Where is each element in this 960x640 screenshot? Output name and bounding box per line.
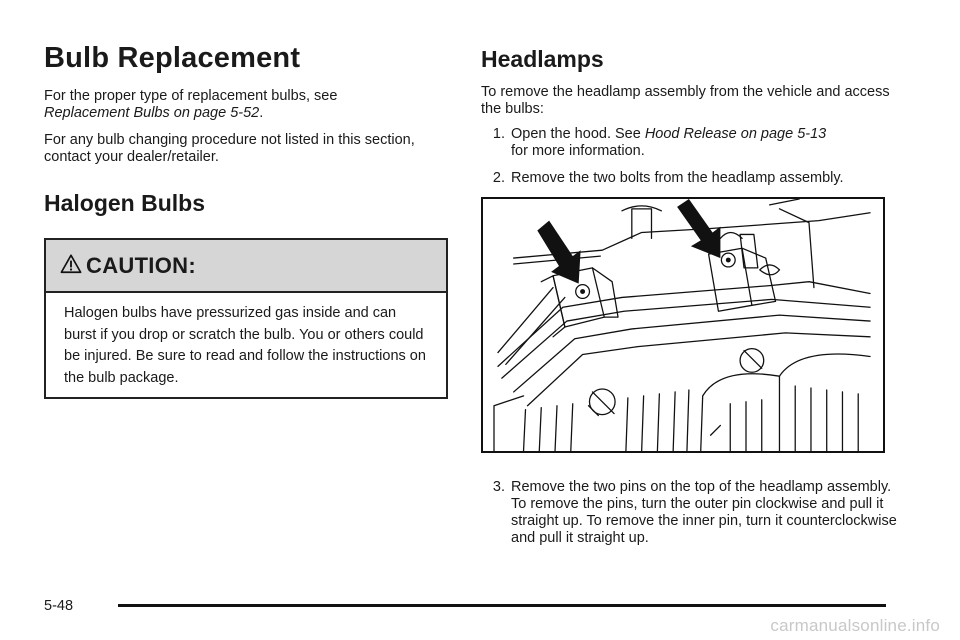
hood-release-reference[interactable]: Hood Release on page 5-13 [644, 126, 827, 142]
right-column [481, 44, 901, 547]
caution-body: Halogen bulbs have pressurized gas inside and can burst if you drop or scratch the bulb. You or others could be injured. Be sure to read and follow the instructions on the bulb package. [64, 305, 426, 386]
step-text: Remove the two bolts from the headlamp assembly. [511, 170, 844, 186]
step-number: 2. [492, 170, 505, 186]
warning-triangle-icon [60, 253, 82, 275]
step-item [481, 479, 901, 547]
watermark: carmanualsonline.info [770, 616, 940, 635]
headlamp-drawing [483, 199, 883, 451]
step-text: Remove the two pins on the top of the headlamp assembly. To remove the pins, turn the outer pin clockwise and pull it straight up. To remove the inner pin, turn it counterclockwise and pull it straight up. [511, 479, 897, 546]
caution-title: CAUTION: [86, 252, 196, 278]
headlamps-intro: To remove the headlamp assembly from the vehicle and access the bulbs: [481, 84, 890, 117]
steps-list-continued [481, 479, 901, 547]
replacement-bulbs-reference[interactable]: Replacement Bulbs on page 5-52 [44, 105, 260, 121]
step-1-text-b: for more information. [511, 143, 645, 159]
bolt-arrows [537, 199, 720, 284]
step-number: 3. [492, 479, 505, 495]
intro-paragraph-1 [44, 88, 448, 122]
caution-header [46, 240, 446, 293]
halogen-bulbs-heading: Halogen Bulbs [44, 190, 206, 216]
step-item [481, 170, 901, 187]
steps-list [481, 126, 901, 187]
step-text [511, 126, 901, 160]
caution-box [44, 238, 448, 399]
step-number: 1. [492, 126, 505, 142]
intro-1-end: . [259, 105, 264, 121]
page-number: 5-48 [44, 598, 74, 614]
left-column [44, 40, 448, 399]
headlamp-illustration [481, 197, 885, 453]
headlamps-heading: Headlamps [481, 46, 604, 72]
page-title: Bulb Replacement [44, 42, 301, 74]
intro-1-text: For the proper type of replacement bulbs, see [44, 88, 338, 104]
step-1-text-a: Open the hood. See [511, 126, 645, 142]
footer-rule [118, 604, 886, 607]
intro-paragraph-2: For any bulb changing procedure not listed in this section, contact your dealer/retailer. [44, 132, 415, 165]
step-item [481, 126, 901, 160]
